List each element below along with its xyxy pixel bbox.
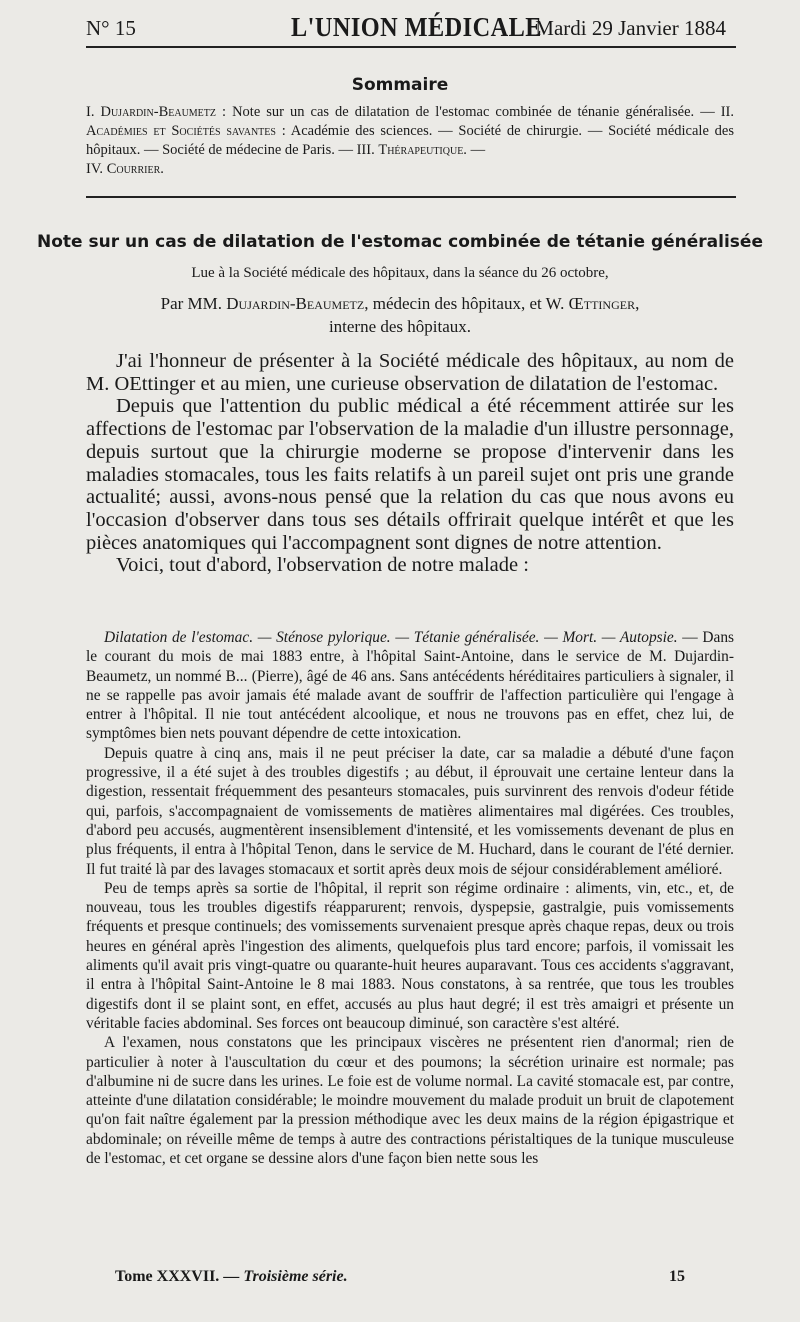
footer-volume: Tome XXXVII. — (115, 1268, 244, 1285)
page-footer (115, 1268, 685, 1286)
paragraph: Depuis quatre à cinq ans, mais il ne peut préciser la date, car sa maladie a débuté d'une façon progressive, il a été sujet à des troubles digestifs ; au début, il éprouvait une certaine lenteur dans la digestion, ressentait fréquemment des pesanteurs stomacales, puis survinrent des renvois d'odeur fétide qui, parfois, s'accompagnaient de vomissements de matières alimentaires mal digérées. Ces troubles, d'abord peu accusés, augmentèrent insensiblement d'intensité, et les vomissements devenant de plus en plus fréquents, il entra à l'hôpital Tenon, dans le service de M. Huchard, dans le courant de l'été dernier. Il fut traité là par des lavages stomacaux et sortit après deux mois de séjour considérablement amélioré. (86, 744, 734, 878)
paragraph: A l'examen, nous constatons que les principaux viscères ne présentent rien d'anormal; rien de particulier à noter à l'auscultation du cœur et des poumons; la sécrétion urinaire est normale; pas d'albumine ni de sucre dans les urines. Le foie est de volume normal. La cavité stomacale est, par contre, atteinte d'une dilatation considérable; le moindre mouvement du malade produit un bruit de clapotement qu'on fait naître également par la pression méthodique avec les deux mains de la région épigastrique et abdominale; on réveille même de temps à autre des contractions péristaltiques de la tunique musculeuse de l'estomac, et cet organe se dessine alors d'une façon bien nette sous les (86, 1034, 734, 1168)
masthead (86, 12, 726, 44)
article-authors: Par MM. Dujardin-Beaumetz, médecin des hôpitaux, et W. Œttinger, interne des hôpitaux. (160, 294, 640, 336)
journal-title: L'UNION MÉDICALE (291, 12, 542, 42)
footer-series: Troisième série. (243, 1268, 348, 1285)
sommaire-num: III. (352, 142, 375, 158)
sommaire-author: Dujardin-Beaumetz (100, 104, 217, 120)
paragraph: Peu de temps après sa sortie de l'hôpital, il reprit son régime ordinaire : aliments, vin, etc., et, de nouveau, tous les troubles digestifs réapparurent; renvois, dyspepsie, gastralgie, puis vomissements fréquents et presque continuels; des vomissements survenaient presque après chaque repas, deux ou trois heures en général après l'ingestion des aliments, quelquefois plus tard encore; parfois, il vomissait les aliments qu'il avait pris vingt-quatre ou quarante-huit heures auparavant. Tous ces accidents s'aggravant, il entra à l'hôpital Saint-Antoine le 8 mai 1883. Nous constatons, à sa rentrée, que tous les troubles digestifs dont il se plaint sont, en effet, accusés au plus haut degré; il est très amaigri et présente un véritable facies abdominal. Ses forces ont beaucoup diminué, son caractère s'est altéré. (86, 879, 734, 1032)
sommaire-num: IV. (86, 161, 104, 177)
observation-text: — Dans le courant du mois de mai 1883 entre, à l'hôpital Saint-Antoine, dans le service de M. Dujardin-Beaumetz, un nommé B... (Pierre), âgé de 46 ans. Sans antécédents héréditaires particuliers à signaler, il ne se rappelle pas avoir jamais été malade avant de souffrir de l'affection particulière qui l'engage à entrer à l'hôpital. Il nie tout antécédent alcoolique, et nous ne trouvons pas en effet, chez lui, de symptômes bien nets pouvant dépendre de cette intoxication. (86, 629, 735, 743)
issue-number: N° 15 (86, 16, 136, 40)
paragraph: Voici, tout d'abord, l'observation de notre malade : (116, 554, 529, 577)
article-title: Note sur un cas de dilatation de l'estomac combinée de tétanie généralisée (37, 232, 763, 252)
sommaire-item: : Académie des sciences. — Société de chirurgie. — Société médicale des hôpitaux. — Société de médecine de Paris. — (86, 123, 734, 158)
article-read-at: Lue à la Société médicale des hôpitaux, dans la séance du 26 octobre, (191, 265, 609, 281)
observation-subhead: Dilatation de l'estomac. — Sténose pylorique. — Tétanie généralisée. — Mort. — Autopsie. (104, 629, 678, 646)
sommaire-num: II. (714, 104, 734, 120)
author-name: Dujardin-Beaumetz (226, 294, 365, 313)
author-role: , médecin des hôpitaux, et W. (364, 294, 565, 313)
paragraph (86, 628, 734, 744)
intro-text (86, 350, 734, 577)
author-name: Œttinger (568, 294, 636, 313)
authors-prefix: Par MM. (160, 294, 223, 313)
sommaire-rule (86, 196, 736, 198)
author-role: interne des hôpitaux. (328, 317, 472, 336)
observation-text (86, 628, 734, 1168)
sommaire-heading: Courrier. (106, 161, 164, 177)
sommaire-num: I. (86, 104, 95, 120)
masthead-rule (86, 46, 736, 48)
sommaire-item: : Note sur un cas de dilatation de l'estomac combinée de ténanie généralisée. — (216, 104, 715, 120)
sommaire-text (86, 103, 734, 179)
sommaire-heading: Thérapeutique. (378, 142, 467, 158)
sommaire-heading: Académies et Sociétés savantes (86, 123, 276, 139)
sommaire-separator: — (466, 142, 486, 158)
paragraph: J'ai l'honneur de présenter à la Société médicale des hôpitaux, au nom de M. OEttinger et au mien, une curieuse observation de dilatation de l'estomac. (86, 350, 734, 395)
page-number: 15 (669, 1268, 685, 1285)
sommaire-title: Sommaire (351, 75, 449, 95)
issue-date: Mardi 29 Janvier 1884 (535, 16, 726, 40)
paragraph: Depuis que l'attention du public médical a été récemment attirée sur les affections de l'estomac par l'observation de la maladie d'un illustre personnage, depuis surtout que la chirurgie moderne se propose d'intervenir dans les maladies stomacales, tous les faits relatifs à un pareil sujet ont pris une grande actualité; aussi, avons-nous pensé que la relation du cas que nous avons eu l'occasion d'observer dans tous ses détails offrirait quelque intérêt et que les pièces anatomiques qui l'accompagnent sont dignes de notre attention. (86, 395, 734, 554)
